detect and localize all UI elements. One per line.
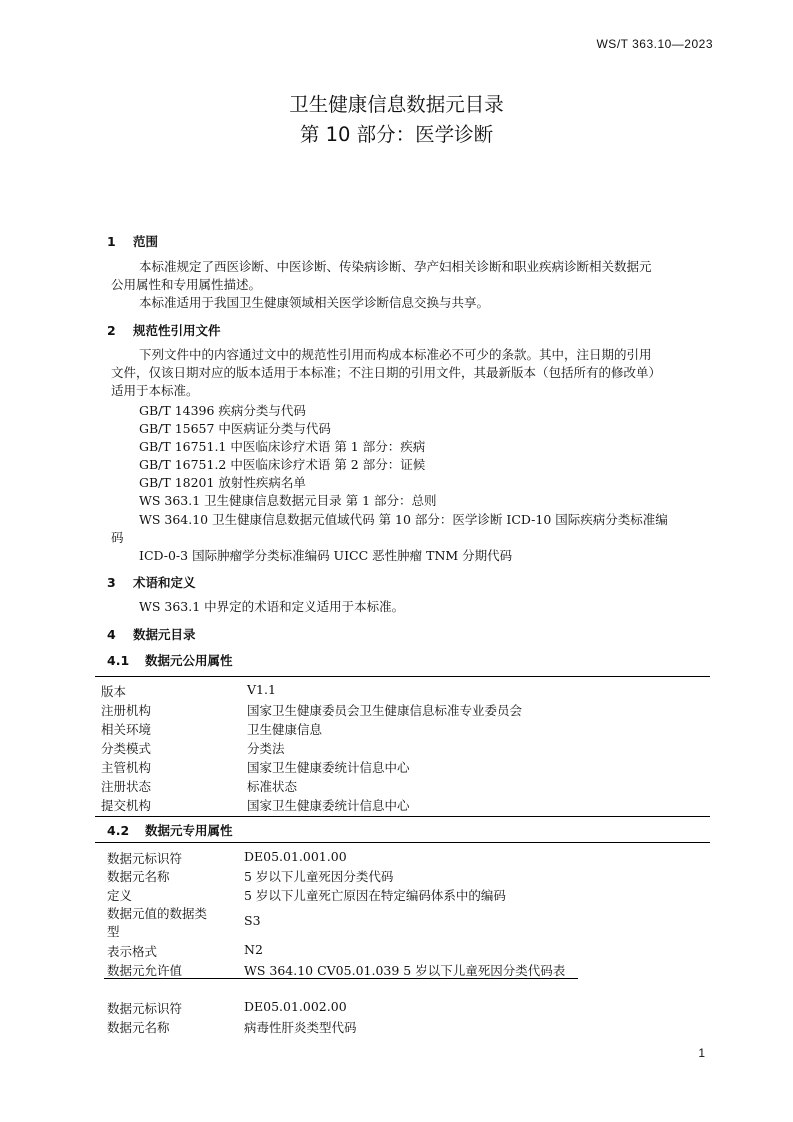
section-4-1-heading bbox=[107, 651, 233, 669]
common-attribute-value: V1.1 bbox=[247, 682, 276, 697]
normative-reference: WS 363.1 卫生健康信息数据元目录 第 1 部分：总则 bbox=[139, 493, 437, 508]
common-attribute-label: 注册状态 bbox=[101, 779, 152, 794]
element-definition-label: 定义 bbox=[107, 888, 133, 903]
normative-reference: ICD-0-3 国际肿瘤学分类标准编码 UICC 恶性肿瘤 TNM 分期代码 bbox=[139, 548, 513, 563]
section-number: 4.1 bbox=[107, 653, 130, 668]
section-number: 4 bbox=[107, 627, 116, 642]
document-title: 卫生健康信息数据元目录 bbox=[289, 93, 504, 116]
common-attribute-label: 主管机构 bbox=[101, 760, 152, 775]
element-id-label: 数据元标识符 bbox=[107, 851, 183, 866]
table-top-rule bbox=[95, 676, 710, 677]
section-4-heading bbox=[107, 625, 196, 643]
normative-reference: WS 364.10 卫生健康信息数据元值域代码 第 10 部分：医学诊断 ICD-10 国际疾病分类标准编 bbox=[139, 512, 668, 527]
section-2-intro-line-2: 文件，仅该日期对应的版本适用于本标准；不注日期的引用文件，其最新版本（包括所有的修改单） bbox=[111, 365, 662, 380]
section-3-heading bbox=[107, 573, 196, 591]
element-id-value: DE05.01.002.00 bbox=[244, 999, 347, 1014]
section-title: 数据元目录 bbox=[133, 627, 196, 642]
section-1-paragraph-2: 本标准适用于我国卫生健康领域相关医学诊断信息交换与共享。 bbox=[139, 295, 490, 310]
normative-reference: GB/T 16751.1 中医临床诊疗术语 第 1 部分：疾病 bbox=[139, 439, 426, 454]
element-name-value: 病毒性肝炎类型代码 bbox=[244, 1020, 357, 1035]
section-title: 规范性引用文件 bbox=[133, 323, 221, 338]
section-title: 数据元公用属性 bbox=[145, 653, 233, 668]
element-allowed-values-label: 数据元允许值 bbox=[107, 963, 183, 978]
element-allowed-values-value: WS 364.10 CV05.01.039 5 岁以下儿童死因分类代码表 bbox=[244, 963, 566, 978]
section-number: 4.2 bbox=[107, 823, 130, 838]
document-subtitle: 第 10 部分：医学诊断 bbox=[299, 123, 494, 146]
table-top-rule bbox=[95, 842, 710, 843]
common-attribute-value: 国家卫生健康委统计信息中心 bbox=[247, 760, 410, 775]
section-number: 1 bbox=[107, 234, 116, 249]
section-number: 3 bbox=[107, 575, 116, 590]
element-format-label: 表示格式 bbox=[107, 944, 158, 959]
normative-reference: GB/T 18201 放射性疾病名单 bbox=[139, 475, 306, 490]
element-name-label: 数据元名称 bbox=[107, 1020, 170, 1035]
page-number: 1 bbox=[698, 1046, 705, 1060]
standard-code: WS/T 363.10—2023 bbox=[596, 37, 713, 51]
common-attribute-label: 提交机构 bbox=[101, 798, 152, 813]
section-1-heading bbox=[107, 232, 158, 250]
element-name-label: 数据元名称 bbox=[107, 869, 170, 884]
section-title: 数据元专用属性 bbox=[145, 823, 233, 838]
section-3-paragraph: WS 363.1 中界定的术语和定义适用于本标准。 bbox=[139, 599, 405, 614]
section-title: 术语和定义 bbox=[133, 575, 196, 590]
common-attribute-label: 分类模式 bbox=[101, 741, 152, 756]
element-format-value: N2 bbox=[244, 942, 263, 957]
section-number: 2 bbox=[107, 323, 116, 338]
common-attribute-value: 分类法 bbox=[247, 741, 285, 756]
element-datatype-label: 数据元值的数据类 bbox=[107, 906, 208, 921]
element-name-value: 5 岁以下儿童死因分类代码 bbox=[244, 869, 394, 884]
element-id-value: DE05.01.001.00 bbox=[244, 849, 347, 864]
section-1-paragraph-1-line-2: 公用属性和专用属性描述。 bbox=[111, 277, 262, 292]
table-bottom-rule bbox=[95, 816, 710, 817]
normative-reference-continuation: 码 bbox=[111, 530, 124, 545]
normative-reference: GB/T 15657 中医病证分类与代码 bbox=[139, 421, 331, 436]
element-datatype-value: S3 bbox=[244, 913, 261, 928]
section-1-paragraph-1-line-1: 本标准规定了西医诊断、中医诊断、传染病诊断、孕产妇相关诊断和职业疾病诊断相关数据元 bbox=[139, 259, 652, 274]
section-2-intro-line-1: 下列文件中的内容通过文中的规范性引用而构成本标准必不可少的条款。其中，注日期的引用 bbox=[139, 347, 652, 362]
common-attribute-value: 国家卫生健康委员会卫生健康信息标准专业委员会 bbox=[247, 703, 523, 718]
normative-reference: GB/T 14396 疾病分类与代码 bbox=[139, 403, 306, 418]
section-2-intro-line-3: 适用于本标准。 bbox=[111, 383, 199, 398]
normative-reference: GB/T 16751.2 中医临床诊疗术语 第 2 部分：证候 bbox=[139, 457, 426, 472]
element-id-label: 数据元标识符 bbox=[107, 1001, 183, 1016]
common-attribute-label: 版本 bbox=[101, 684, 127, 699]
common-attribute-label: 相关环境 bbox=[101, 722, 152, 737]
common-attribute-label: 注册机构 bbox=[101, 703, 152, 718]
element-datatype-label-continuation: 型 bbox=[107, 924, 120, 939]
element-separator-rule bbox=[104, 978, 578, 979]
common-attribute-value: 国家卫生健康委统计信息中心 bbox=[247, 798, 410, 813]
element-definition-value: 5 岁以下儿童死亡原因在特定编码体系中的编码 bbox=[244, 888, 506, 903]
common-attribute-value: 标准状态 bbox=[247, 779, 298, 794]
common-attribute-value: 卫生健康信息 bbox=[247, 722, 323, 737]
section-2-heading bbox=[107, 321, 221, 339]
section-title: 范围 bbox=[133, 234, 159, 249]
section-4-2-heading bbox=[107, 821, 233, 839]
